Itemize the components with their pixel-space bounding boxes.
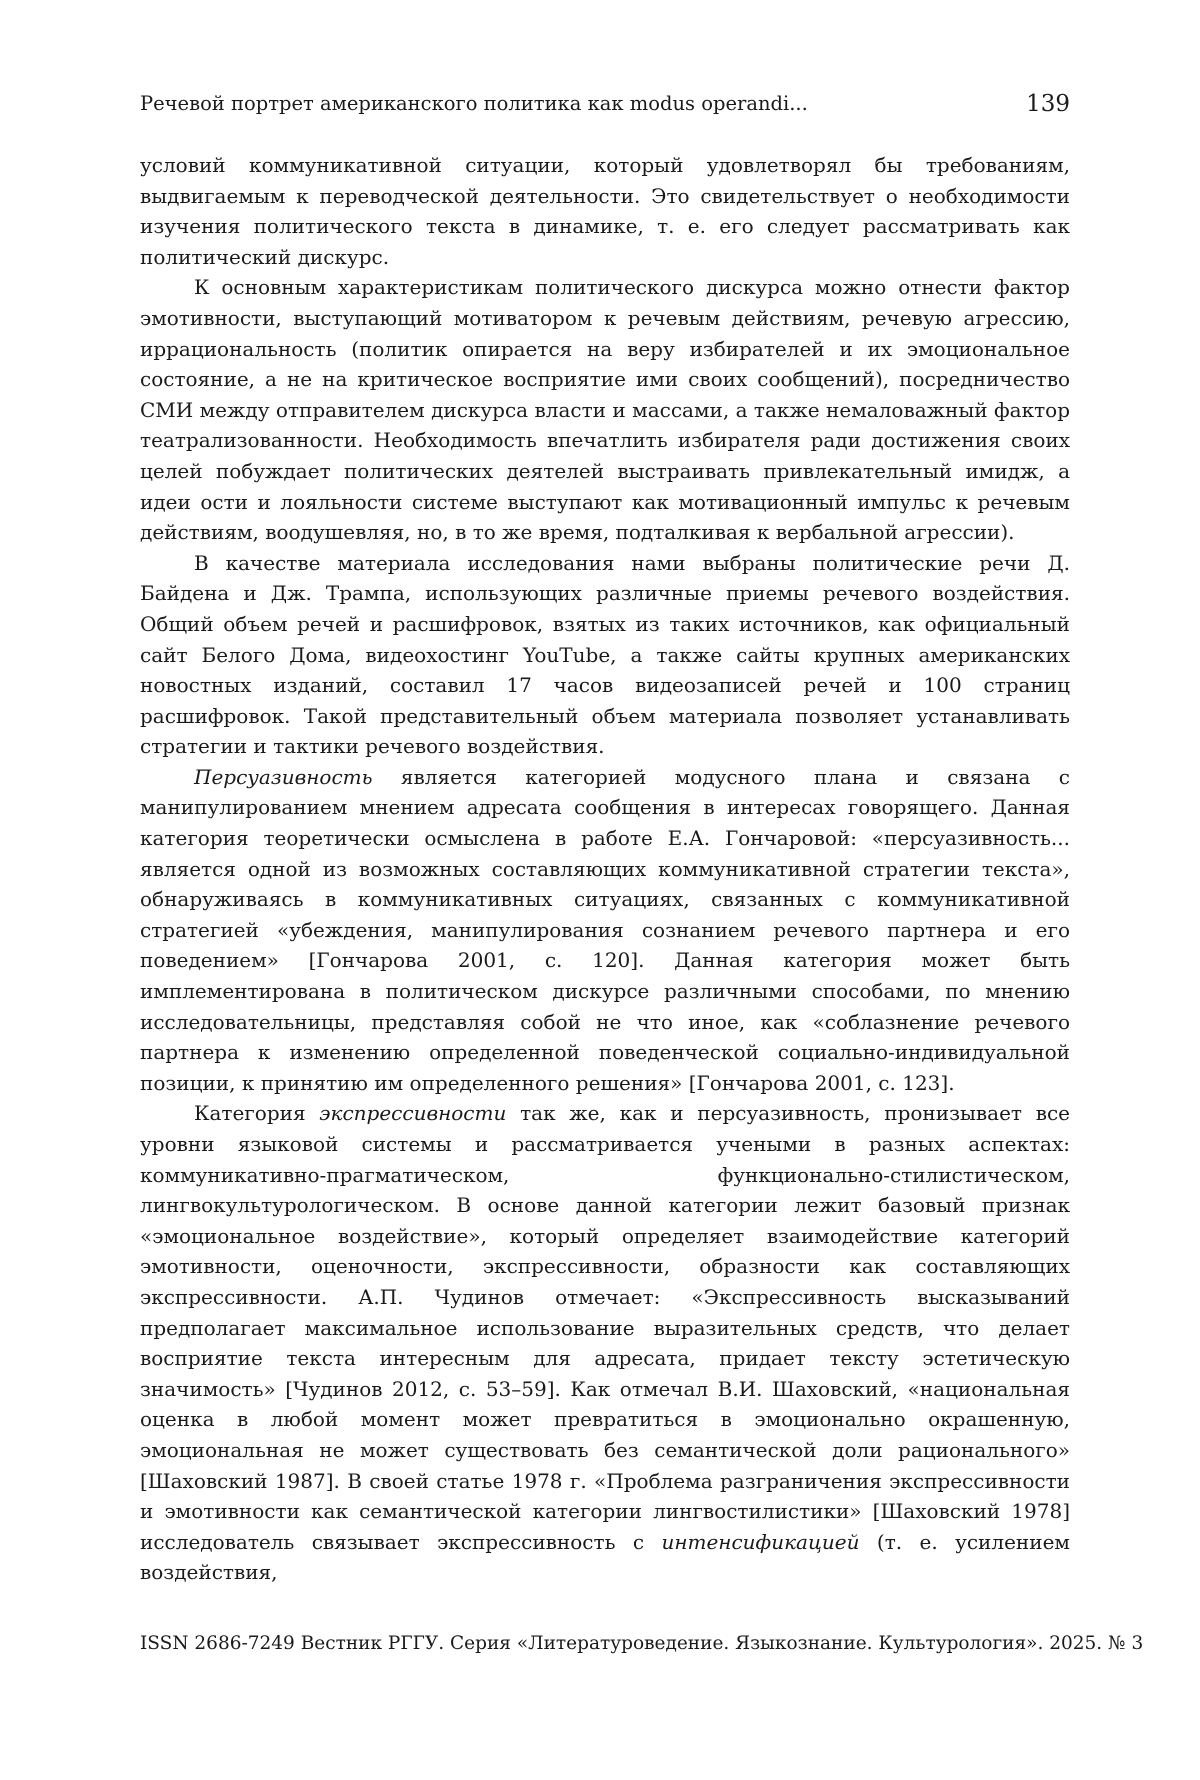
paragraph-3: В качестве материала исследования нами выбраны политические речи Д. Байдена и Дж. Трампа, использующих различные приемы речевого воздействия. Общий объем речей и расшифровок, взятых из таких источников, как официальный сайт Белого Дома, видеохостинг YouTube, а также сайты крупных американских новостных изданий, составил 17 часов видеозаписей речей и 100 страниц расшифровок. Такой представительный объем материала позволяет устанавливать стратегии и тактики речевого воздействия. <box>140 548 1070 762</box>
running-title: Речевой портрет американского политика как modus operandi... <box>140 88 808 120</box>
paragraph-5-text: так же, как и персуазивность, пронизывает все уровни языковой системы и рассматривается учеными в разных аспектах: коммуникативно-прагматическом, функционально-стилистическом, лингвокультурологическом. В основе данной категории лежит базовый признак «эмоциональное воздействие», который определяет взаимодействие категорий эмотивности, оценочности, экспрессивности, образности как составляющих экспрессивности. А.П. Чудинов отмечает: «Экспрессивность высказываний предполагает максимальное использование выразительных средств, что делает восприятие текста интересным для адресата, придает тексту эстетическую значимость» [Чудинов 2012, с. 53–59]. Как отмечал В.И. Шаховский, «национальная оценка в любой момент может превратиться в эмоционально окрашенную, эмоциональная не может существовать без семантической доли рационального» [Шаховский 1987]. В своей статье 1978 г. «Проблема разграничения экспрессивности и эмотивности как семантической категории лингвостилистики» [Шаховский 1978] исследователь связывает экспрессивность с <box>140 1101 1070 1553</box>
running-footer: ISSN 2686-7249 Вестник РГГУ. Серия «Литературоведение. Языкознание. Культурология». 2025. № 3 <box>140 1630 1070 1658</box>
paragraph-4-text: является категорией модусного плана и связана с манипулированием мнением адресата сообщения в интересах говорящего. Данная категория теоретически осмыслена в работе Е.А. Гончаровой: «персуазивность... является одной из возможных составляющих коммуникативной стратегии текста», обнаруживаясь в коммуникативных ситуациях, связанных с коммуникативной стратегией «убеждения, манипулирования сознанием речевого партнера и его поведением» [Гончарова 2001, с. 120]. Данная категория может быть имплементирована в политическом дискурсе различными способами, по мнению исследовательницы, представляя собой не что иное, как «соблазнение речевого партнера к изменению определенной поведенческой социально-индивидуальной позиции, к принятию им определенного решения» [Гончарова 2001, с. 123]. <box>140 765 1070 1095</box>
paragraph-4 <box>140 762 1070 1099</box>
paragraph-2: К основным характеристикам политического дискурса можно отнести фактор эмотивности, выступающий мотиватором к речевым действиям, речевую агрессию, иррациональность (политик опирается на веру избирателей и их эмоциональное состояние, а не на критическое восприятие ими своих сообщений), посредничество СМИ между отправителем дискурса власти и массами, а также немаловажный фактор театрализованности. Необходимость впечатлить избирателя ради достижения своих целей побуждает политических деятелей выстраивать привлекательный имидж, а идеи ости и лояльности системе выступают как мотивационный импульс к речевым действиям, воодушевляя, но, в то же время, подталкивая к вербальной агрессии). <box>140 272 1070 547</box>
term-persuasiveness: Персуазивность <box>194 765 373 789</box>
article-body <box>140 150 1070 1588</box>
term-expressiveness: экспрессивности <box>319 1101 506 1125</box>
running-header <box>140 88 1070 120</box>
page-number: 139 <box>1026 88 1070 120</box>
paragraph-5 <box>140 1098 1070 1588</box>
paragraph-5-tail: (т. е. усилением воздействия, <box>140 1530 1070 1585</box>
paragraph-1: условий коммуникативной ситуации, который удовлетворял бы требованиям, выдвигаемым к переводческой деятельности. Это свидетельствует о необходимости изучения политического текста в динамике, т. е. его следует рассматривать как политический дискурс. <box>140 150 1070 272</box>
paragraph-5-lead: Категория <box>194 1101 319 1125</box>
document-page <box>140 0 1070 1780</box>
term-intensification: интенсификацией <box>661 1530 859 1554</box>
